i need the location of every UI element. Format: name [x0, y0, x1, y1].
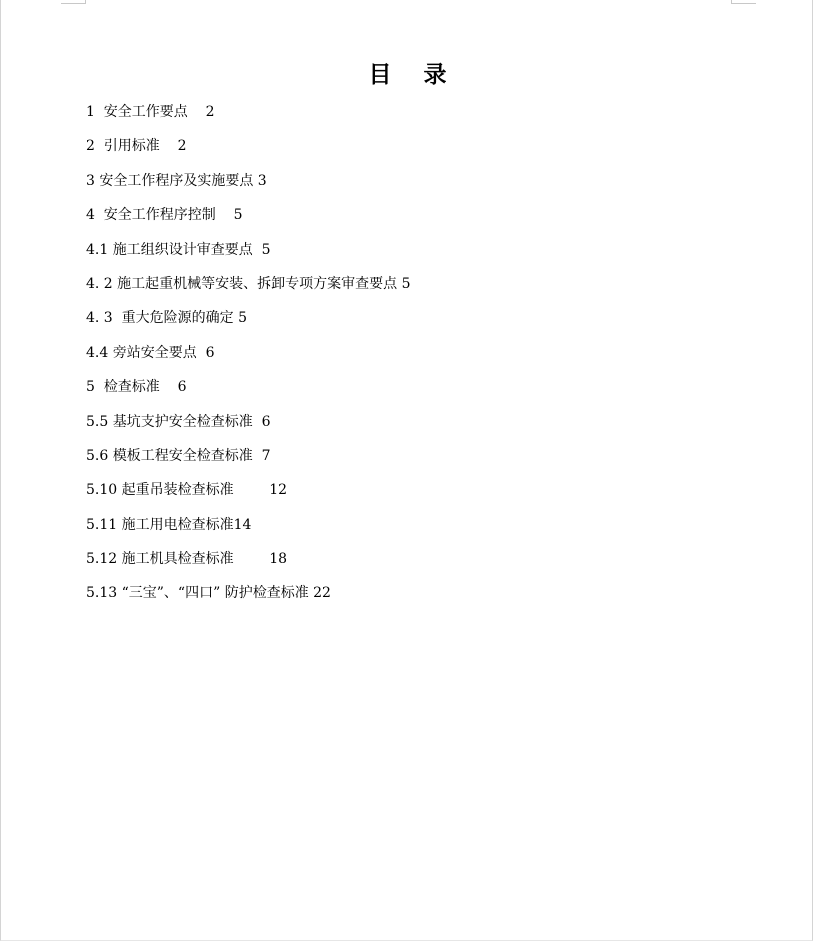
toc-entry[interactable]: 4. 2 施工起重机械等安装、拆卸专项方案审查要点 5 [86, 275, 411, 292]
toc-entry[interactable]: 5 检查标准 6 [86, 379, 187, 396]
toc-entry[interactable]: 5.13 “三宝”、“四口” 防护检查标准 22 [86, 585, 331, 602]
toc-entry[interactable]: 1 安全工作要点 2 [86, 104, 215, 120]
toc-entry[interactable]: 5.12 施工机具检查标准 18 [86, 551, 288, 568]
page-title: 目 录 [368, 62, 447, 88]
toc-entry[interactable]: 2 引用标准 2 [86, 138, 187, 155]
toc-entry[interactable]: 4. 3 重大危险源的确定 5 [86, 310, 247, 327]
toc-entry[interactable]: 3 安全工作程序及实施要点 3 [86, 172, 267, 189]
toc-entry[interactable]: 4.1 施工组织设计审查要点 5 [86, 241, 271, 258]
toc-entry[interactable]: 4.4 旁站安全要点 6 [86, 344, 215, 361]
toc-entry[interactable]: 4 安全工作程序控制 5 [86, 207, 243, 224]
toc-entry[interactable]: 5.6 模板工程安全检查标准 7 [86, 447, 271, 464]
table-of-contents [86, 101, 411, 617]
page-corner-marker-right [731, 0, 756, 4]
toc-entry[interactable]: 5.5 基坑支护安全检查标准 6 [86, 413, 271, 430]
toc-entry[interactable]: 5.11 施工用电检查标准14 [86, 516, 252, 533]
toc-entry[interactable]: 5.10 起重吊装检查标准 12 [86, 482, 288, 499]
page-corner-marker-left [61, 0, 86, 4]
